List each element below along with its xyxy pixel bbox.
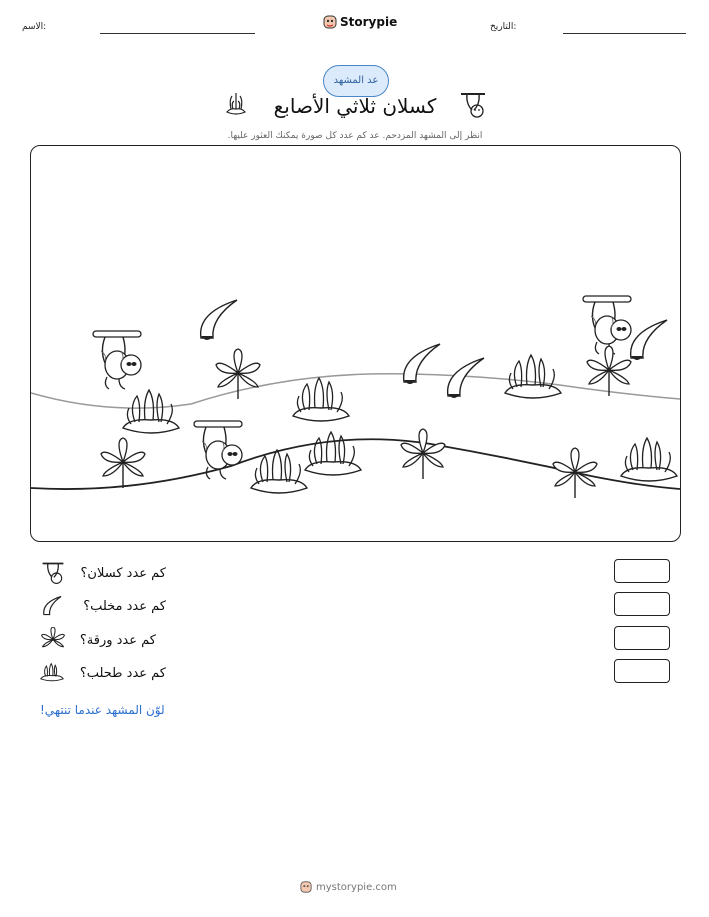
moss-icon bbox=[40, 660, 64, 684]
answer-box-moss[interactable] bbox=[614, 659, 670, 683]
date-label: التاريخ: bbox=[490, 22, 517, 32]
answer-box-leaf[interactable] bbox=[614, 626, 670, 650]
sloth-icon bbox=[40, 560, 66, 586]
footer bbox=[300, 880, 420, 894]
answer-box-claw[interactable] bbox=[614, 592, 670, 616]
name-line[interactable] bbox=[100, 33, 255, 34]
question-claw: كم عدد مخلب؟ bbox=[83, 599, 166, 614]
claw-icon bbox=[42, 595, 62, 617]
leaf-icon bbox=[40, 627, 66, 653]
activity-badge: عد المشهد bbox=[323, 65, 389, 97]
answer-box-sloth[interactable] bbox=[614, 559, 670, 583]
scene-illustration bbox=[31, 146, 680, 541]
page-title: كسلان ثلاثي الأصابع bbox=[273, 94, 437, 118]
sloth-icon bbox=[458, 90, 488, 120]
footer-url[interactable]: mystorypie.com bbox=[316, 881, 397, 893]
name-label: الاسم: bbox=[22, 22, 47, 32]
brand-logo bbox=[323, 13, 397, 31]
instructions: انظر إلى المشهد المزدحم. عد كم عدد كل صورة يمكنك العثور عليها. bbox=[227, 131, 483, 141]
question-moss: كم عدد طحلب؟ bbox=[79, 666, 166, 681]
question-sloth: كم عدد كسلان؟ bbox=[80, 566, 166, 581]
counting-scene[interactable] bbox=[30, 145, 681, 542]
storypie-mascot-icon bbox=[323, 14, 337, 30]
storypie-mascot-icon bbox=[300, 880, 312, 894]
date-line[interactable] bbox=[563, 33, 686, 34]
question-leaf: كم عدد ورقة؟ bbox=[79, 633, 156, 648]
coloring-hint: لوّن المشهد عندما تنتهي! bbox=[40, 703, 165, 717]
brand-name: Storypie bbox=[340, 15, 398, 29]
